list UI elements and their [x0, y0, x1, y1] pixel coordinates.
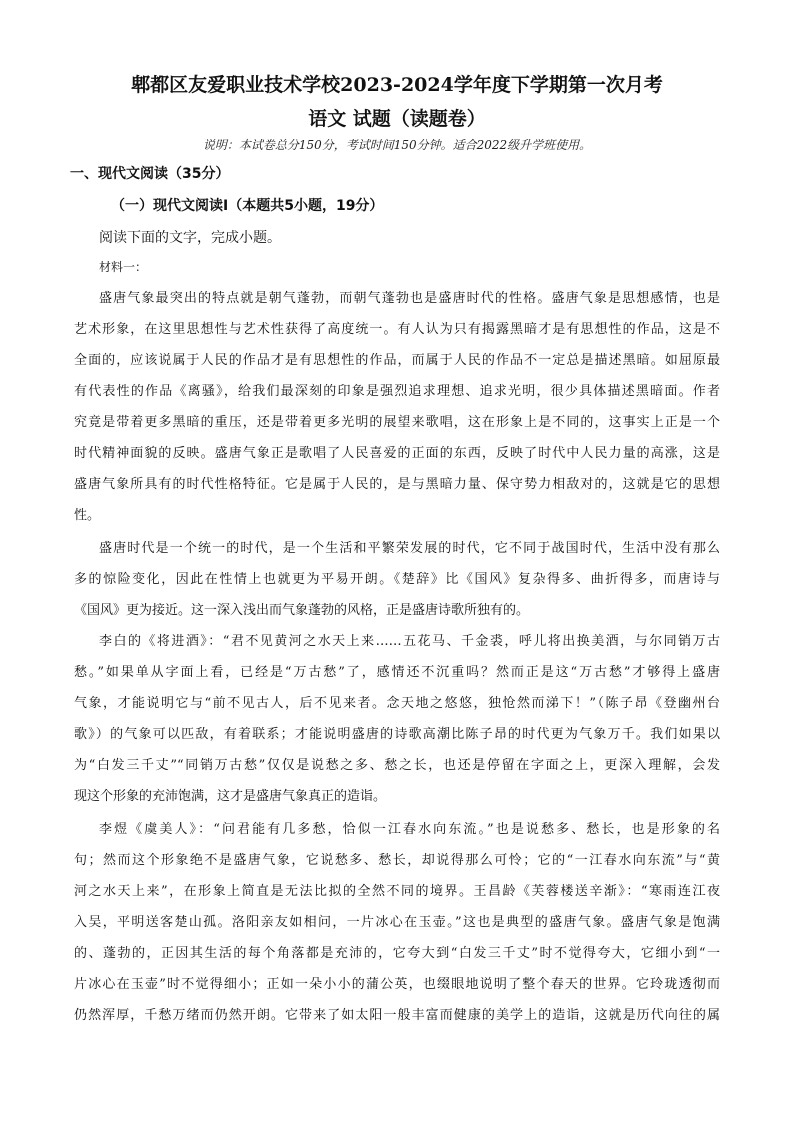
passage-line: 盛唐气象所具有的时代性格特征。它是属于人民的，是与黑暗力量、保守势力相敌对的，这就是它的思想 [74, 477, 720, 492]
passage-line: 现这个形象的充沛饱满，这才是盛唐气象真正的造诣。 [74, 789, 387, 804]
exam-title: 郫都区友爱职业技术学校2023-2024学年度下学期第一次月考 [131, 74, 663, 96]
section-heading: 一、现代文阅读（35分） [70, 166, 230, 182]
passage-line: 有代表性的作品《离骚》，给我们最深刻的印象是强烈追求理想、追求光明，很少具体描述黑暗面。作者 [74, 384, 720, 399]
passage-line: 句；然而这个形象绝不是盛唐气象，它说愁多、愁长，却说得那么可怜；它的“一江春水向东流”与“黄 [74, 853, 720, 868]
passage-line: 气象，才能说明它与“前不见古人，后不见来者。念天地之悠悠，独怆然而涕下！”（陈子昂《登幽州台 [74, 696, 720, 711]
passage-line: 多的惊险变化，因此在性情上也就更为平易开朗。《楚辞》比《国风》复杂得多、曲折得多，而唐诗与 [74, 572, 720, 587]
passage-line: 李白的《将进酒》：“君不见黄河之水天上来……五花马、千金裘，呼儿将出换美酒，与尔同销万古 [99, 634, 720, 649]
exam-note: 说明：本试卷总分150分，考试时间150分钟。适合2022级升学班使用。 [202, 138, 592, 152]
reading-instruction: 阅读下面的文字，完成小题。 [99, 230, 281, 246]
passage-line: 入吴，平明送客楚山孤。洛阳亲友如相问，一片冰心在玉壶。”这也是典型的盛唐气象。盛唐气象是饱满 [74, 915, 720, 930]
subsection-heading: （一）现代文阅读Ⅰ（本题共5小题，19分） [111, 198, 384, 214]
passage-line: 性。 [74, 508, 101, 523]
passage-line: 全面的，应该说属于人民的作品才是有思想性的作品，而属于人民的作品不一定总是描述黑暗。如屈原最 [74, 353, 720, 368]
exam-subtitle: 语文 试题（读题卷） [308, 108, 486, 130]
passage-line: 李煜《虞美人》：“问君能有几多愁，恰似一江春水向东流。”也是说愁多、愁长，也是形象的名 [99, 822, 720, 837]
passage-line: 片冰心在玉壶”时不觉得细小；正如一朵小小的蒲公英，也缀眼地说明了整个春天的世界。它玲珑透彻而 [74, 977, 720, 992]
passage-line: 盛唐时代是一个统一的时代，是一个生活和平繁荣发展的时代，它不同于战国时代，生活中没有那么 [99, 541, 720, 556]
passage-line: 河之水天上来”，在形象上简直是无法比拟的全然不同的境界。王昌龄《芙蓉楼送辛渐》：“寒雨连江夜 [74, 884, 720, 899]
passage-line: 的、蓬勃的，正因其生活的每个角落都是充沛的，它夸大到“白发三千丈”时不觉得夸大，它细小到“一 [74, 946, 720, 961]
passage-line: 为“白发三千丈”“同销万古愁”仅仅是说愁之多、愁之长，也还是停留在字面之上，更深入理解，会发 [74, 758, 720, 773]
passage-line: 《国风》更为接近。这一深入浅出而气象蓬勃的风格，正是盛唐诗歌所独有的。 [74, 603, 530, 618]
passage-line: 艺术形象，在这里思想性与艺术性获得了高度统一。有人认为只有揭露黑暗才是有思想性的作品，这是不 [74, 322, 720, 337]
passage-line: 歌》）的气象可以匹敌，有着联系；才能说明盛唐的诗歌高潮比陈子昂的时代更为气象万千。我们如果以 [74, 727, 720, 742]
passage-line: 仍然浑厚，千愁万绪而仍然开朗。它带来了如太阳一般丰富而健康的美学上的造诣，这就是历代向往的属 [74, 1008, 720, 1023]
passage-line: 愁。”如果单从字面上看，已经是“万古愁”了，感情还不沉重吗？然而正是这“万古愁”才够得上盛唐 [74, 665, 720, 680]
material-label: 材料一： [99, 260, 148, 274]
passage-line: 究竟是带着更多黑暗的重压，还是带着更多光明的展望来歌唱，这在形象上是不同的，这事实上正是一个 [74, 415, 720, 430]
passage-line: 盛唐气象最突出的特点就是朝气蓬勃，而朝气蓬勃也是盛唐时代的性格。盛唐气象是思想感情，也是 [99, 291, 720, 306]
passage-line: 时代精神面貌的反映。盛唐气象正是歌唱了人民喜爱的正面的东西，反映了时代中人民力量的高涨，这是 [74, 446, 720, 461]
